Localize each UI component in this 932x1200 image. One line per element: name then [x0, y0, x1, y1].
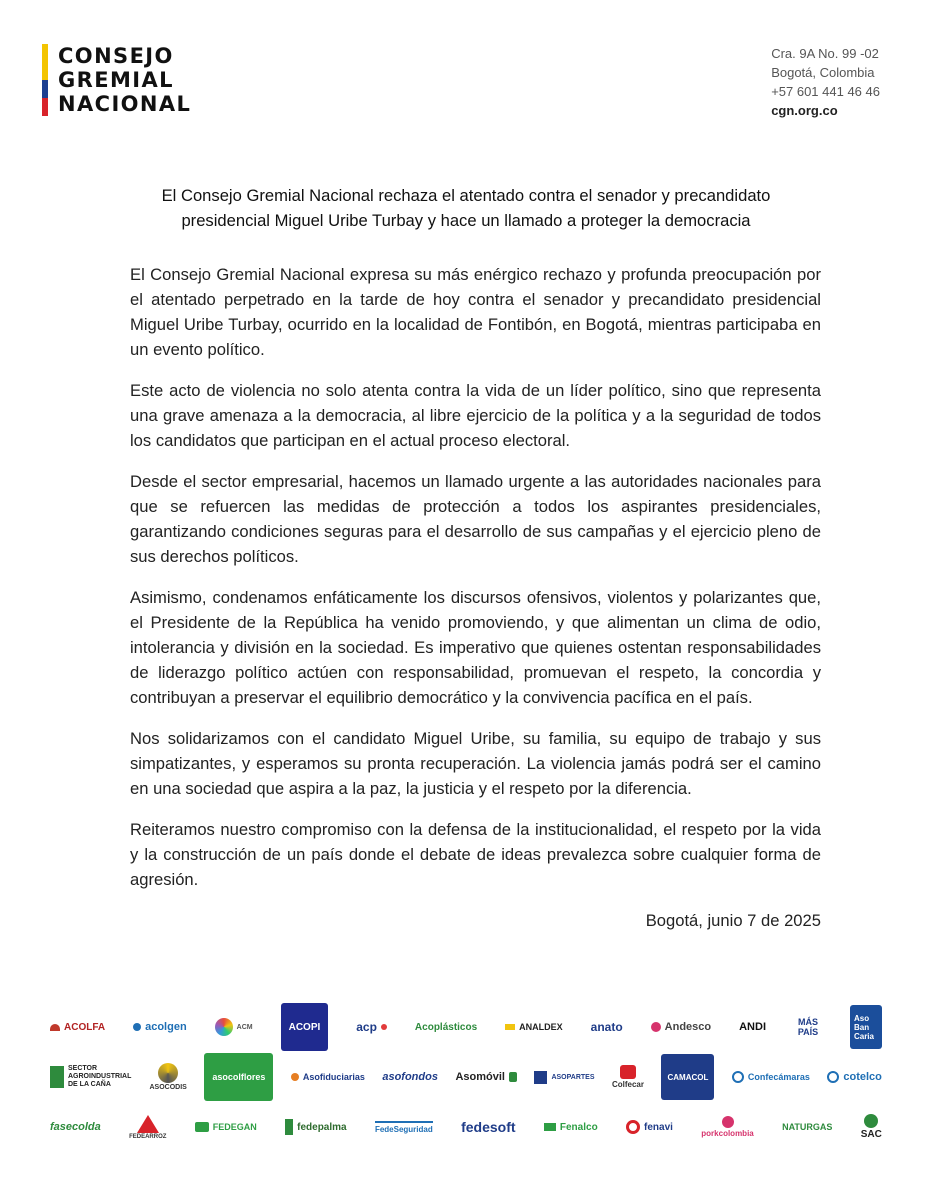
- sponsor-logo: FedeSeguridad: [375, 1107, 433, 1147]
- address-line-1: Cra. 9A No. 99 -02: [771, 46, 879, 61]
- logo-line-2: GREMIAL: [58, 68, 174, 92]
- sponsor-row-1: [50, 1002, 882, 1052]
- sponsor-logo: fenavi: [626, 1107, 673, 1147]
- sponsor-logo: cotelco: [827, 1057, 882, 1097]
- sponsor-logo: anato: [590, 1020, 623, 1034]
- sponsor-logo: SECTOR AGROINDUSTRIAL DE LA CAÑA: [50, 1057, 132, 1097]
- sponsor-logo: Acoplásticos: [414, 1021, 478, 1033]
- sponsor-logo: ASOCODIS: [149, 1057, 186, 1097]
- fedegan-icon: [195, 1122, 209, 1132]
- sponsor-logo: fedepalma: [285, 1107, 346, 1147]
- confecamaras-icon: [732, 1071, 744, 1083]
- sponsor-row-3: [50, 1102, 882, 1152]
- press-release-body: [130, 262, 821, 949]
- signal-icon: [509, 1072, 517, 1082]
- sponsor-logo: CAMACOL: [661, 1054, 714, 1100]
- paragraph-6: Reiteramos nuestro compromiso con la defensa de la institucionalidad, el respeto por la vida y la construcción de un país donde el debate de ideas prevalezca sobre cualquier forma de agresión.: [130, 820, 821, 889]
- logo-line-3: NACIONAL: [58, 92, 192, 116]
- address-line-2: Bogotá, Colombia: [771, 65, 875, 80]
- phone-line: +57 601 441 46 46: [771, 84, 880, 99]
- andesco-icon: [651, 1022, 661, 1032]
- sac-icon: [864, 1114, 878, 1128]
- acolgen-icon: [133, 1023, 141, 1031]
- analdex-icon: [505, 1024, 515, 1030]
- asocodis-icon: [158, 1063, 178, 1083]
- porkcolombia-icon: [722, 1116, 734, 1128]
- acp-icon: [381, 1024, 387, 1030]
- website-link[interactable]: cgn.org.co: [771, 103, 838, 118]
- cgn-logo: [58, 44, 191, 116]
- cotelco-icon: [827, 1071, 839, 1083]
- sponsor-logo: ASOPARTES: [534, 1057, 594, 1097]
- fedearroz-icon: [137, 1115, 159, 1133]
- sponsor-logo: Fenalco: [544, 1107, 598, 1147]
- contact-block: [771, 44, 880, 120]
- asofiduciarias-icon: [291, 1073, 299, 1081]
- sponsor-logo: fedesoft: [461, 1119, 516, 1135]
- sponsor-logo: ACOLFA: [50, 1007, 105, 1047]
- acm-icon: [215, 1018, 233, 1036]
- paragraph-5: Nos solidarizamos con el candidato Miguel Uribe, su familia, su equipo de trabajo y sus simpatizantes, y esperamos su pronta recuperación. La violencia jamás podrá ser el camino en una sociedad que aspira a la paz, la justicia y el respeto por la diferencia.: [130, 729, 821, 798]
- sponsor-logo: acolgen: [133, 1007, 187, 1047]
- sponsor-logo: asofondos: [382, 1071, 438, 1083]
- asopartes-icon: [534, 1071, 547, 1084]
- sponsor-logo: fasecolda: [50, 1121, 101, 1133]
- sponsor-logo: ANDI: [739, 1021, 766, 1033]
- sponsor-logo: FEDEARROZ: [129, 1107, 166, 1147]
- sponsor-logo: ACM: [215, 1007, 253, 1047]
- fenavi-icon: [626, 1120, 640, 1134]
- sponsor-logo: porkcolombia: [701, 1107, 753, 1147]
- paragraph-3: Desde el sector empresarial, hacemos un llamado urgente a las autoridades nacionales para que se refuercen las medidas de protección a todos los aspirantes presidenciales, garantizando condiciones seguras para el desarrollo de sus campañas y el ejercicio pleno de sus derechos políticos.: [130, 472, 821, 566]
- sponsor-logo: Andesco: [651, 1007, 711, 1047]
- fedepalma-icon: [285, 1119, 293, 1135]
- dateline: Bogotá, junio 7 de 2025: [645, 911, 821, 930]
- logo-color-bar: [42, 44, 48, 116]
- sponsor-logo: MÁS PAÍS: [797, 1017, 819, 1037]
- sponsor-logo: FEDEGAN: [195, 1107, 257, 1147]
- sponsor-logo: Colfecar: [612, 1057, 644, 1097]
- fenalco-icon: [544, 1123, 556, 1131]
- logo-line-1: CONSEJO: [58, 44, 174, 68]
- sponsor-logo: Confecámaras: [732, 1057, 810, 1097]
- sponsor-logo: acp: [356, 1007, 387, 1047]
- sponsor-logo: ACOPI: [281, 1003, 329, 1051]
- paragraph-2: Este acto de violencia no solo atenta contra la vida de un líder político, sino que representa una grave amenaza a la democracia, al libre ejercicio de la política y a la seguridad de todos los candidatos que participan en el actual proceso electoral.: [130, 381, 821, 450]
- cana-icon: [50, 1066, 64, 1088]
- sponsor-logo: Asofiduciarias: [291, 1057, 365, 1097]
- paragraph-4: Asimismo, condenamos enfáticamente los discursos ofensivos, violentos y polarizantes que, el Presidente de la República ha venido promoviendo, y que alimentan un clima de odio, intolerancia y división en la sociedad. Es imperativo que quienes ostentan responsabilidades de liderazgo político actúen con responsabilidad, promuevan el respeto, la concordia y contribuyan a preservar el equilibrio democrático y la convivencia pacífica en el país.: [130, 588, 821, 707]
- sponsor-logo: Aso Ban Caria: [850, 1005, 882, 1049]
- acolfa-icon: [50, 1024, 60, 1031]
- sponsor-logo: asocolflores: [204, 1053, 273, 1101]
- sponsor-logo: NATURGAS: [782, 1122, 833, 1132]
- sponsor-logos: [50, 1002, 882, 1152]
- sponsor-logo: ANALDEX: [505, 1007, 563, 1047]
- press-release-headline: El Consejo Gremial Nacional rechaza el atentado contra el senador y precandidato presidencial Miguel Uribe Turbay y hace un llamado a proteger la democracia: [161, 186, 771, 230]
- sponsor-row-2: [50, 1052, 882, 1102]
- sponsor-logo: SAC: [861, 1107, 882, 1147]
- paragraph-1: El Consejo Gremial Nacional expresa su más enérgico rechazo y profunda preocupación por el atentado perpetrado en la tarde de hoy contra el senador y precandidato presidencial Miguel Uribe Turbay, ocurrido en la localidad de Fontibón, en Bogotá, mientras participaba en un evento político.: [130, 265, 821, 359]
- sponsor-logo: Asomóvil: [455, 1057, 517, 1097]
- colfecar-icon: [620, 1065, 636, 1079]
